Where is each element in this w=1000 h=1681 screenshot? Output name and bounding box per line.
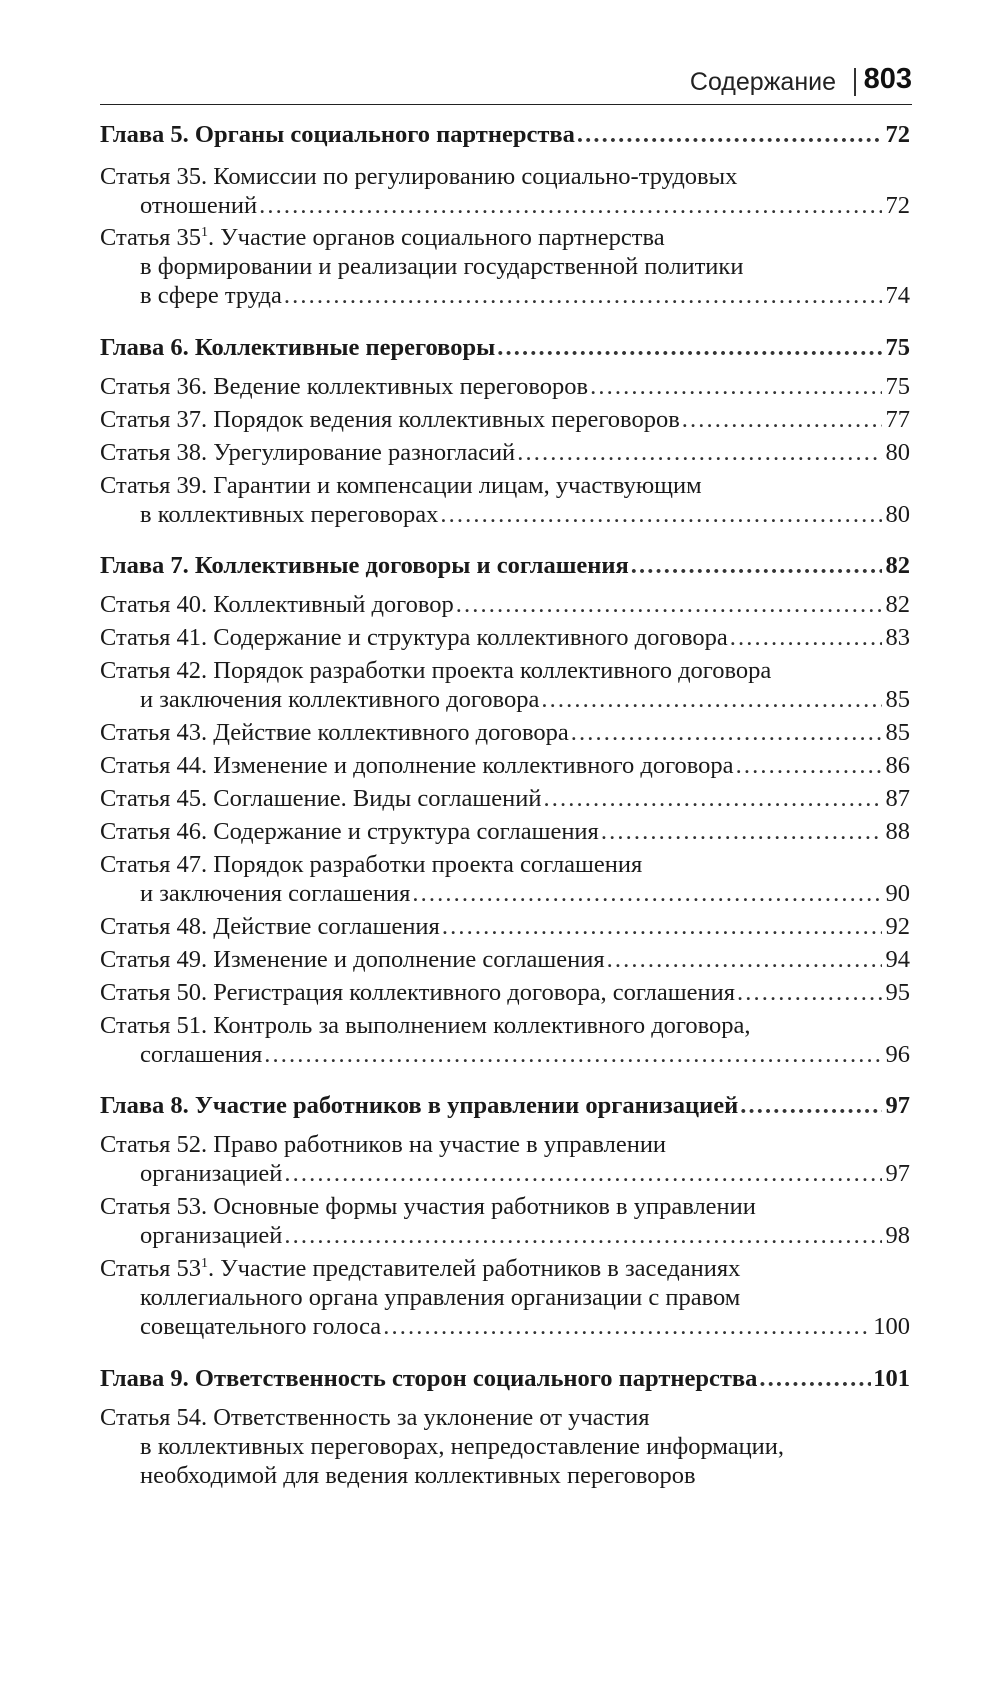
toc-entry-label: Статья 44. Изменение и дополнение коллективного договора	[100, 752, 734, 779]
superscript: 1	[201, 224, 209, 240]
toc-page-number: 96	[885, 1041, 910, 1068]
toc-entry-label: Глава 5. Органы социального партнерства	[100, 121, 575, 148]
toc-entry-label: в коллективных переговорах, непредоставление информации,	[140, 1433, 785, 1460]
toc-article-42-line2[interactable]	[140, 683, 910, 717]
toc-article-52-line2[interactable]	[140, 1157, 910, 1191]
toc-entry-label: коллегиального органа управления организации с правом	[140, 1284, 741, 1311]
toc-page-number: 95	[885, 979, 910, 1006]
toc-entry-label: Статья 36. Ведение коллективных переговоров	[100, 373, 589, 400]
leader-dots	[607, 943, 882, 977]
toc-entry-label: отношений	[140, 192, 258, 219]
toc-article-49[interactable]	[100, 943, 910, 977]
toc-page-number: 85	[885, 719, 910, 746]
leader-dots	[631, 549, 882, 583]
toc-entry-label: Статья 35	[100, 224, 202, 251]
leader-dots	[737, 976, 882, 1010]
leader-dots	[517, 436, 882, 470]
toc-entry-label: Глава 6. Коллективные переговоры	[100, 334, 496, 361]
leader-dots	[571, 716, 882, 750]
toc-entry-label: Статья 38. Урегулирование разногласий	[100, 439, 516, 466]
leader-dots	[284, 1157, 882, 1191]
toc-article-51-line2[interactable]	[140, 1038, 910, 1072]
toc-page-number: 86	[885, 752, 910, 779]
toc-article-39-line2[interactable]	[140, 498, 910, 532]
toc-article-38[interactable]	[100, 436, 910, 470]
toc-article-35-line2[interactable]	[140, 189, 910, 223]
leader-dots	[543, 782, 882, 816]
leader-dots	[412, 877, 882, 911]
toc-entry-label: Глава 9. Ответственность сторон социального партнерства	[100, 1365, 758, 1392]
toc-page-number: 82	[885, 552, 910, 579]
toc-entry-label: Глава 7. Коллективные договоры и соглашения	[100, 552, 629, 579]
toc-entry-label: Статья 49. Изменение и дополнение соглашения	[100, 946, 605, 973]
toc-entry-label: Статья 53. Основные формы участия работников в управлении	[100, 1193, 756, 1220]
toc-entry-label: в коллективных переговорах	[140, 501, 439, 528]
toc-entry-label: соглашения	[140, 1041, 263, 1068]
toc-entry-label: организацией	[140, 1160, 283, 1187]
toc-entry-label: Глава 8. Участие работников в управлении организацией	[100, 1092, 739, 1119]
leader-dots	[601, 815, 882, 849]
toc-page-number: 72	[885, 192, 910, 219]
toc-chapter-7[interactable]	[100, 549, 910, 583]
toc-article-45[interactable]	[100, 782, 910, 816]
leader-dots	[759, 1362, 871, 1396]
toc-entry-label: Статья 51. Контроль за выполнением коллективного договора,	[100, 1012, 751, 1039]
toc-entry-label: в сфере труда	[140, 282, 282, 309]
toc-article-53-line2[interactable]	[140, 1219, 910, 1253]
toc-chapter-9[interactable]	[100, 1362, 910, 1396]
leader-dots	[541, 683, 882, 717]
leader-dots	[590, 370, 882, 404]
leader-dots	[577, 118, 882, 152]
leader-dots	[730, 621, 882, 655]
toc-page-number: 90	[885, 880, 910, 907]
toc-article-41[interactable]	[100, 621, 910, 655]
toc-article-48[interactable]	[100, 910, 910, 944]
toc-entry-label: Статья 52. Право работников на участие в управлении	[100, 1131, 667, 1158]
toc-entry-label: Статья 47. Порядок разработки проекта соглашения	[100, 851, 643, 878]
leader-dots	[740, 1089, 882, 1123]
toc-page-number: 74	[885, 282, 910, 309]
toc-entry-label: . Участие представителей работников в заседаниях	[208, 1255, 741, 1282]
leader-dots	[682, 403, 882, 437]
toc-article-54-line3[interactable]	[140, 1459, 910, 1493]
toc-article-35-1-line3[interactable]	[140, 279, 910, 313]
superscript: 1	[201, 1255, 209, 1271]
toc-page-number: 98	[885, 1222, 910, 1249]
toc-article-44[interactable]	[100, 749, 910, 783]
leader-dots	[456, 588, 882, 622]
toc-entry-label: Статья 53	[100, 1255, 202, 1282]
toc-entry-label: Статья 46. Содержание и структура соглашения	[100, 818, 599, 845]
toc-page-number: 101	[873, 1365, 910, 1392]
toc-page-number: 80	[885, 439, 910, 466]
page-number: 803	[863, 63, 912, 95]
toc-article-50[interactable]	[100, 976, 910, 1010]
toc-entry-label: и заключения соглашения	[140, 880, 411, 907]
toc-page-number: 85	[885, 686, 910, 713]
toc-page-number: 97	[885, 1092, 910, 1119]
toc-entry-label: Статья 39. Гарантии и компенсации лицам, участвующим	[100, 472, 702, 499]
toc-article-43[interactable]	[100, 716, 910, 750]
toc-entry-label: Статья 50. Регистрация коллективного договора, соглашения	[100, 979, 735, 1006]
toc-article-40[interactable]	[100, 588, 910, 622]
toc-page-number: 83	[885, 624, 910, 651]
running-head	[100, 62, 912, 105]
toc-entry-label: необходимой для ведения коллективных переговоров	[140, 1462, 696, 1489]
section-title: Содержание	[689, 68, 836, 96]
toc-article-36[interactable]	[100, 370, 910, 404]
toc-article-53-1-line3[interactable]	[140, 1310, 910, 1344]
header-separator	[854, 68, 856, 96]
toc-entry-label: Статья 37. Порядок ведения коллективных переговоров	[100, 406, 680, 433]
toc-entry-label: Статья 45. Соглашение. Виды соглашений	[100, 785, 542, 812]
toc-page-number: 94	[885, 946, 910, 973]
toc-entry-label: Статья 54. Ответственность за уклонение от участия	[100, 1404, 650, 1431]
toc-article-46[interactable]	[100, 815, 910, 849]
toc-page-number: 97	[885, 1160, 910, 1187]
leader-dots	[284, 279, 882, 313]
toc-page-number: 72	[885, 121, 910, 148]
leader-dots	[284, 1219, 882, 1253]
toc-entry-label: организацией	[140, 1222, 283, 1249]
toc-page-number: 77	[885, 406, 910, 433]
toc-page-number: 88	[885, 818, 910, 845]
toc-entry-label: и заключения коллективного договора	[140, 686, 540, 713]
toc-page-number: 75	[885, 373, 910, 400]
toc-article-37[interactable]	[100, 403, 910, 437]
leader-dots	[259, 189, 882, 223]
toc-page-number: 80	[885, 501, 910, 528]
toc-entry-label: Статья 43. Действие коллективного договора	[100, 719, 569, 746]
toc-page-number: 75	[885, 334, 910, 361]
toc-page-number: 87	[885, 785, 910, 812]
toc-entry-label: совещательного голоса	[140, 1313, 382, 1340]
toc-chapter-8[interactable]	[100, 1089, 910, 1123]
leader-dots	[440, 498, 882, 532]
toc-entry-label: в формировании и реализации государственной политики	[140, 253, 744, 280]
toc-entry-label: Статья 42. Порядок разработки проекта коллективного договора	[100, 657, 772, 684]
toc-chapter-5[interactable]	[100, 118, 910, 152]
toc-page-number: 92	[885, 913, 910, 940]
toc-entry-label: Статья 35. Комиссии по регулированию социально-трудовых	[100, 163, 738, 190]
toc-page-number: 82	[885, 591, 910, 618]
leader-dots	[264, 1038, 882, 1072]
toc-entry-label: Статья 41. Содержание и структура коллективного договора	[100, 624, 728, 651]
toc-entry-label: Статья 48. Действие соглашения	[100, 913, 440, 940]
leader-dots	[736, 749, 882, 783]
leader-dots	[442, 910, 882, 944]
toc-chapter-6[interactable]	[100, 331, 910, 365]
toc-entry-label: Статья 40. Коллективный договор	[100, 591, 454, 618]
leader-dots	[497, 331, 882, 365]
toc-page-number: 100	[873, 1313, 910, 1340]
leader-dots	[383, 1310, 871, 1344]
toc-entry-label: . Участие органов социального партнерства	[208, 224, 665, 251]
toc-article-47-line2[interactable]	[140, 877, 910, 911]
